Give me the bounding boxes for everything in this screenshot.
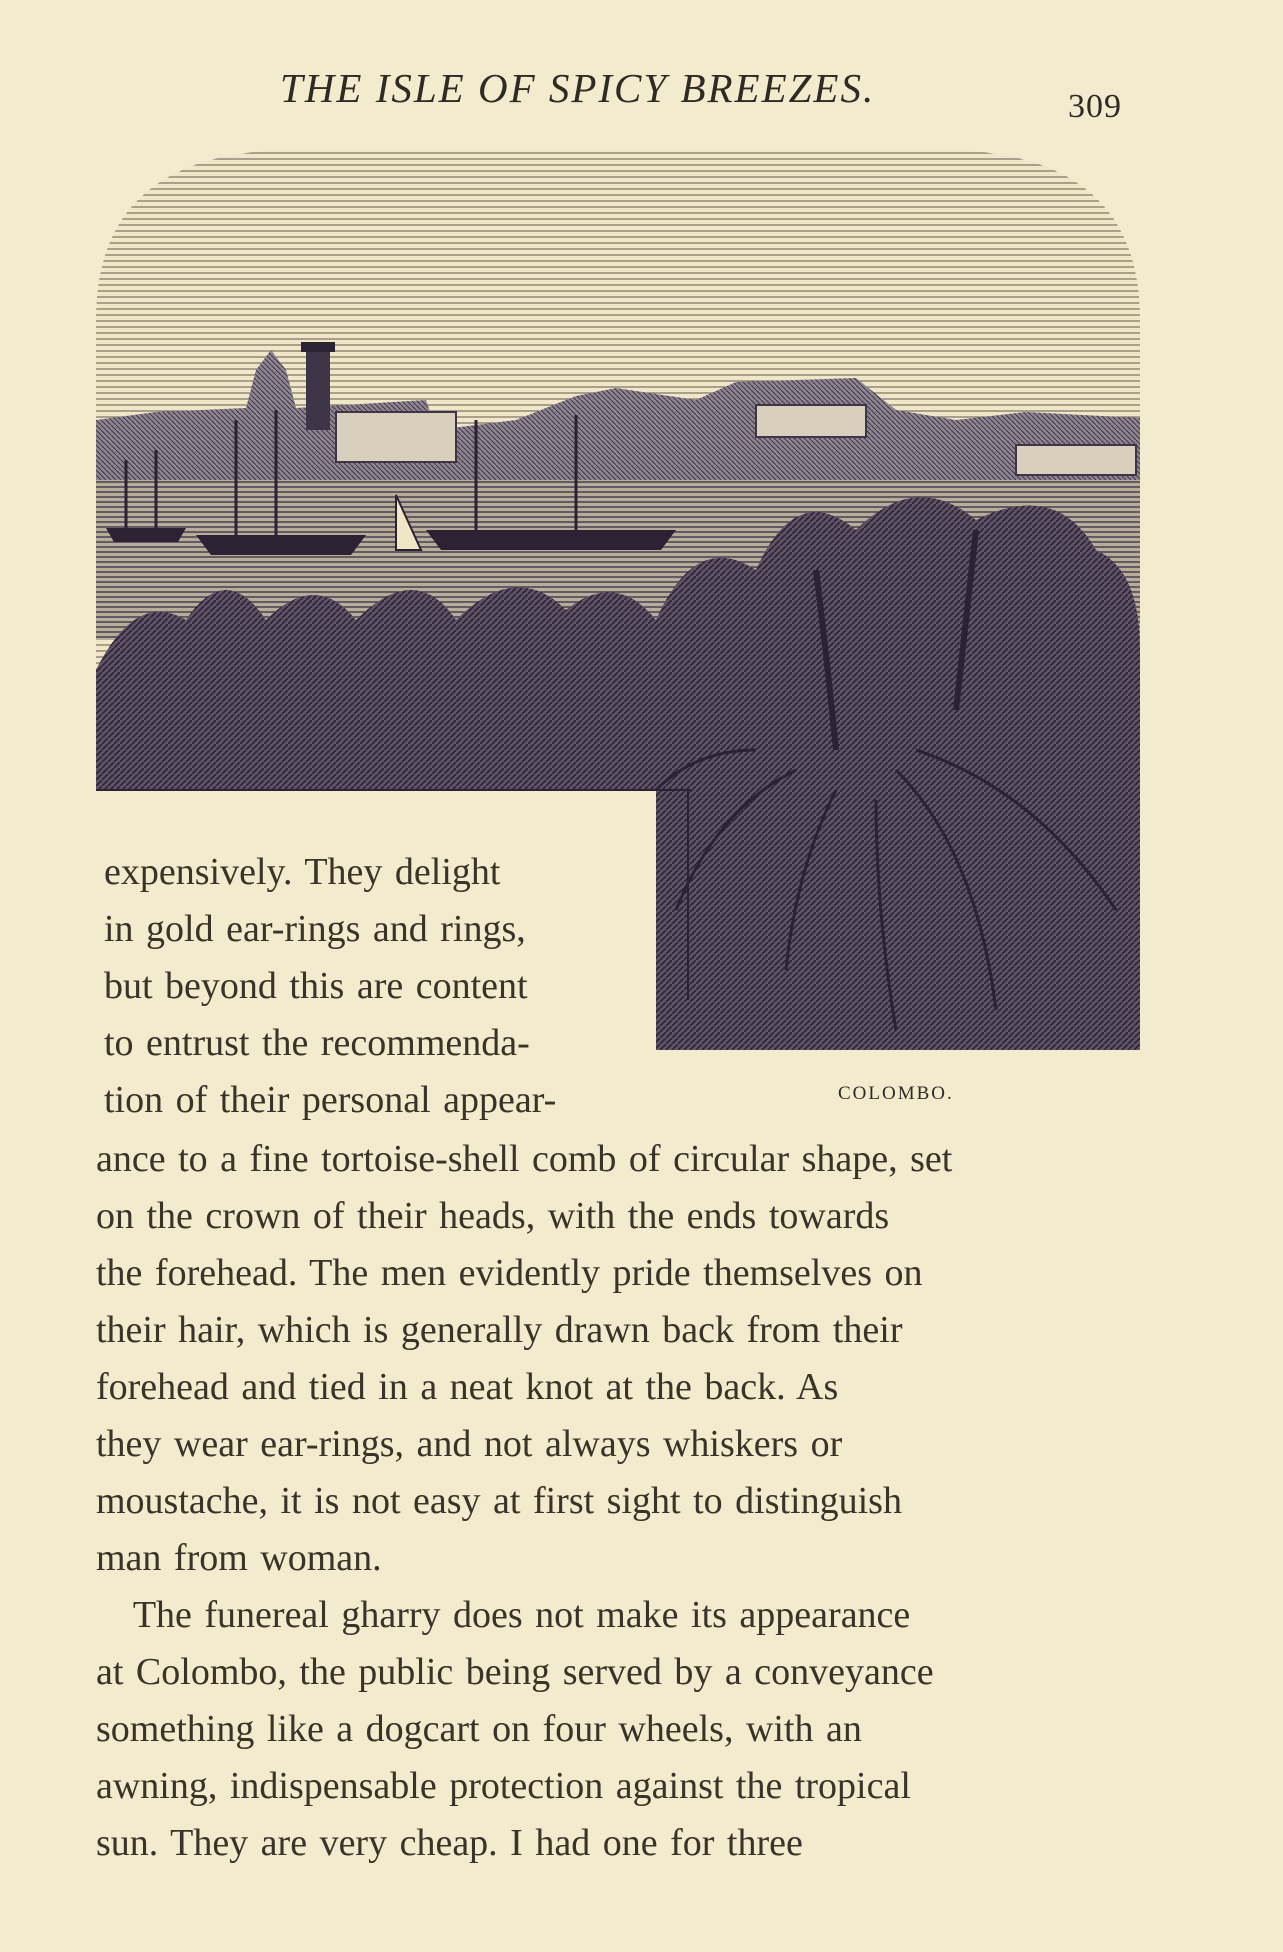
figure-caption: COLOMBO. — [838, 1083, 954, 1104]
text-line: in gold ear-rings and rings, — [104, 908, 526, 950]
text-line: awning, indispensable protection against the tropical — [96, 1765, 911, 1807]
text-line: something like a dogcart on four wheels, with an — [96, 1708, 862, 1750]
text-line: forehead and tied in a neat knot at the back. As — [96, 1366, 839, 1408]
text-line: sun. They are very cheap. I had one for three — [96, 1822, 803, 1864]
text-line: The funereal gharry does not make its appearance — [96, 1594, 911, 1636]
text-line: expensively. They delight — [104, 851, 501, 893]
text-line: at Colombo, the public being served by a conveyance — [96, 1651, 934, 1693]
text-line: to entrust the recommenda- — [104, 1022, 530, 1064]
text-line: their hair, which is generally drawn back from their — [96, 1309, 903, 1351]
text-line: moustache, it is not easy at first sight to distinguish — [96, 1480, 902, 1522]
text-line: but beyond this are content — [104, 965, 528, 1007]
text-line: on the crown of their heads, with the ends towards — [96, 1195, 890, 1237]
text-line: ance to a fine tortoise-shell comb of circular shape, set — [96, 1138, 953, 1180]
page-number: 309 — [1068, 88, 1122, 125]
text-line: man from woman. — [96, 1537, 382, 1579]
text-line: tion of their personal appear- — [104, 1079, 557, 1121]
running-title: THE ISLE OF SPICY BREEZES. — [280, 65, 876, 111]
text-line: they wear ear-rings, and not always whiskers or — [96, 1423, 843, 1465]
text-line: the forehead. The men evidently pride themselves on — [96, 1252, 923, 1294]
